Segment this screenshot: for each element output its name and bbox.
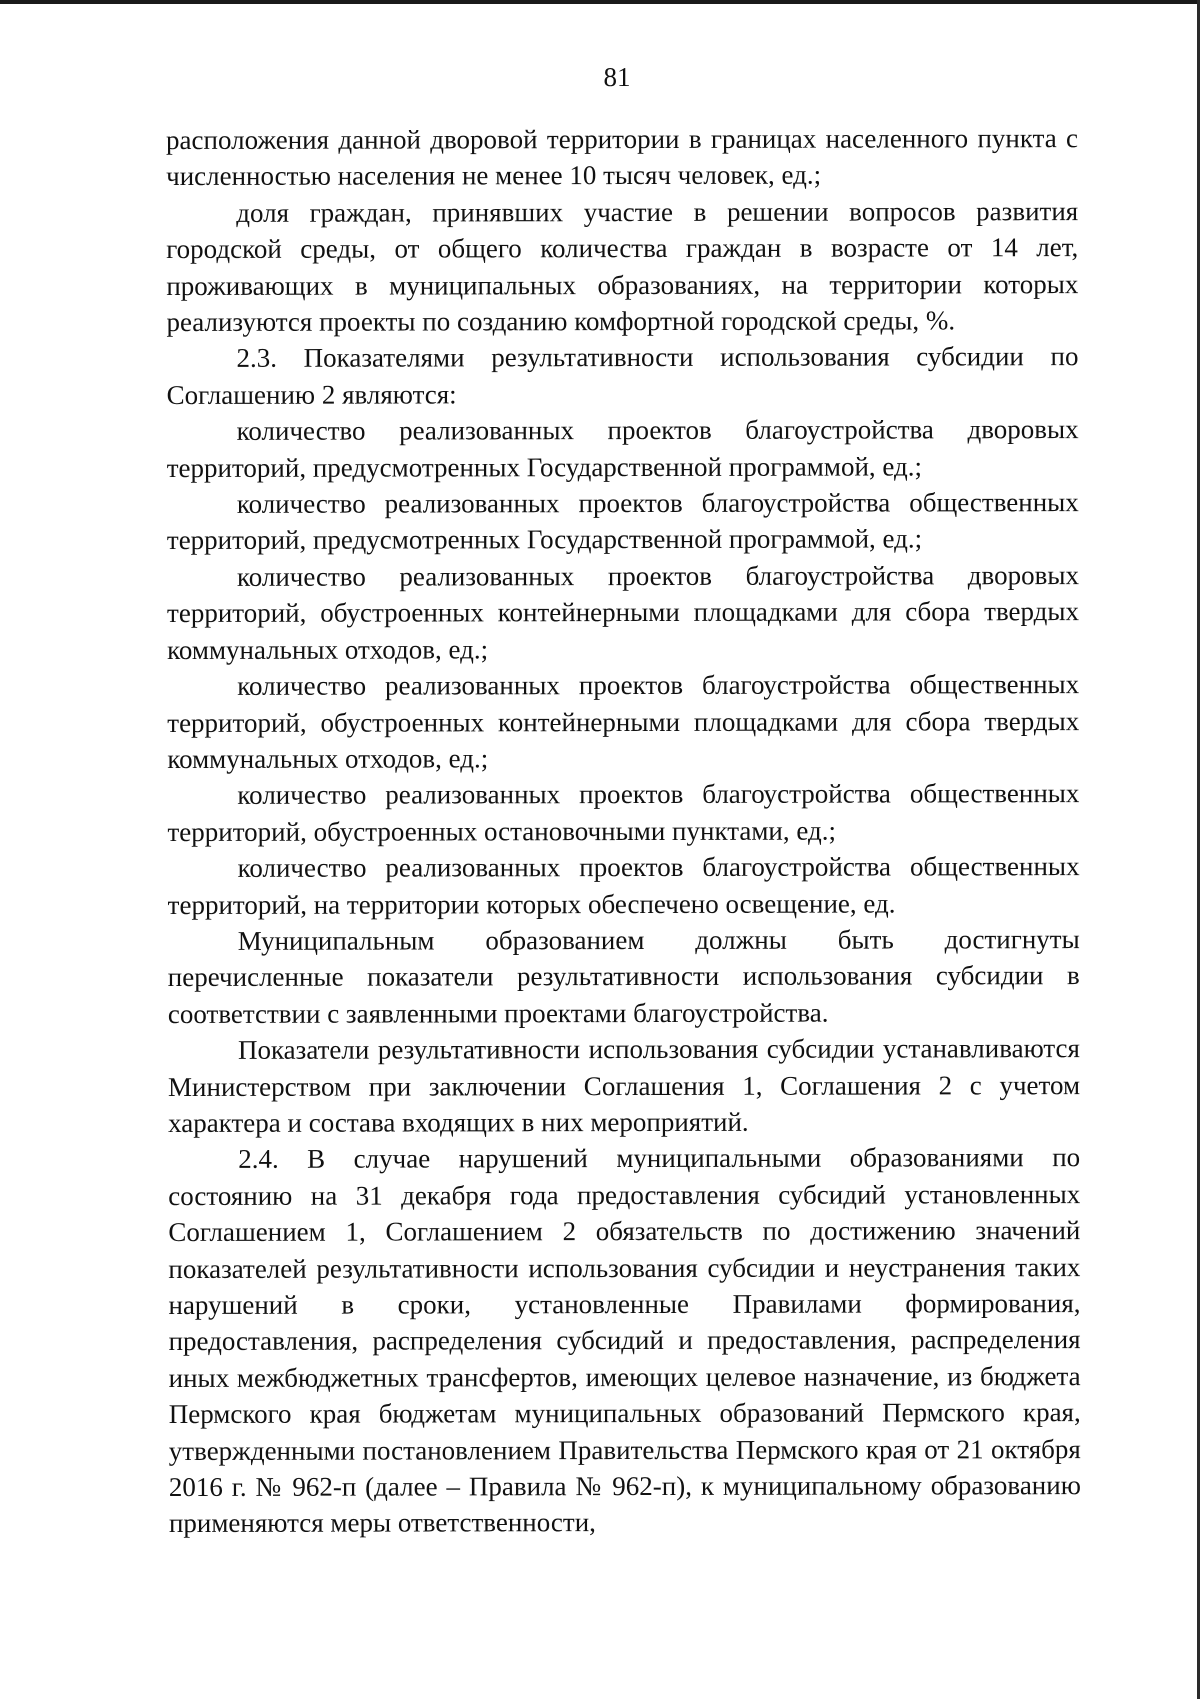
paragraph-public-bus-stops: количество реализованных проектов благоустройства общественных территорий, обустроенных остановочными пунктами, ед.; [167,778,1080,847]
paragraph-section-2-3: 2.3. Показателями результативности использования субсидии по Соглашению 2 являются: [166,341,1079,410]
paragraph-courtyard-waste-sites: количество реализованных проектов благоустройства дворовых территорий, обустроенных контейнерными площадками для сбора твердых коммунальных отходов, ед.; [166,559,1080,665]
paragraph-continuation: расположения данной дворовой территории в границах населенного пункта с численностью населения не менее 10 тысяч человек, ед.; [166,123,1079,192]
page-number: 81 [603,62,631,92]
paragraph-indicators-achieved: Муниципальным образованием должны быть достигнуты перечисленные показатели результативности использования субсидии в соответствии с заявленными проектами благоустройства. [167,924,1080,1029]
paragraph-citizen-share: доля граждан, принявших участие в решении вопросов развития городской среды, от общего количества граждан в возрасте от 14 лет, проживающих в муниципальных образованиях, на территории которых реализуются проекты по созданию комфортной городской среды, %. [166,195,1079,338]
document-body [166,120,1081,1542]
paragraph-public-lighting: количество реализованных проектов благоустройства общественных территорий, на территории которых обеспечено освещение, ед. [167,851,1080,920]
paragraph-public-waste-sites: количество реализованных проектов благоустройства общественных территорий, обустроенных контейнерными площадками для сбора твердых коммунальных отходов, ед.; [167,669,1080,774]
paragraph-indicators-set: Показатели результативности использования субсидии устанавливаются Министерством при заключении Соглашения 1, Соглашения 2 с учетом характера и состава входящих в них мероприятий. [167,1033,1081,1138]
paragraph-courtyard-projects: количество реализованных проектов благоустройства дворовых территорий, предусмотренных Государственной программой, ед.; [166,414,1079,483]
scan-top-edge [0,0,1200,4]
paragraph-public-projects: количество реализованных проектов благоустройства общественных территорий, предусмотренных Государственной программой, ед.; [166,487,1079,556]
paragraph-section-2-4: 2.4. В случае нарушений муниципальными образованиями по состоянию на 31 декабря года предоставления субсидий установленных Соглашением 1, Соглашением 2 обязательств по достижению значений показателей результативности использования субсидии и неустранения таких нарушений в сроки, установленные Правилами формирования, предоставления, распределения субсидий и предоставления, распределения иных межбюджетных трансфертов, имеющих целевое назначение, из бюджета Пермского края бюджетам муниципальных образований Пермского края, утвержденными постановлением Правительства Пермского края от 21 октября 2016 г. № 962-п (далее – Правила № 962-п), к муниципальному образованию применяются меры ответственности, [168,1142,1081,1539]
